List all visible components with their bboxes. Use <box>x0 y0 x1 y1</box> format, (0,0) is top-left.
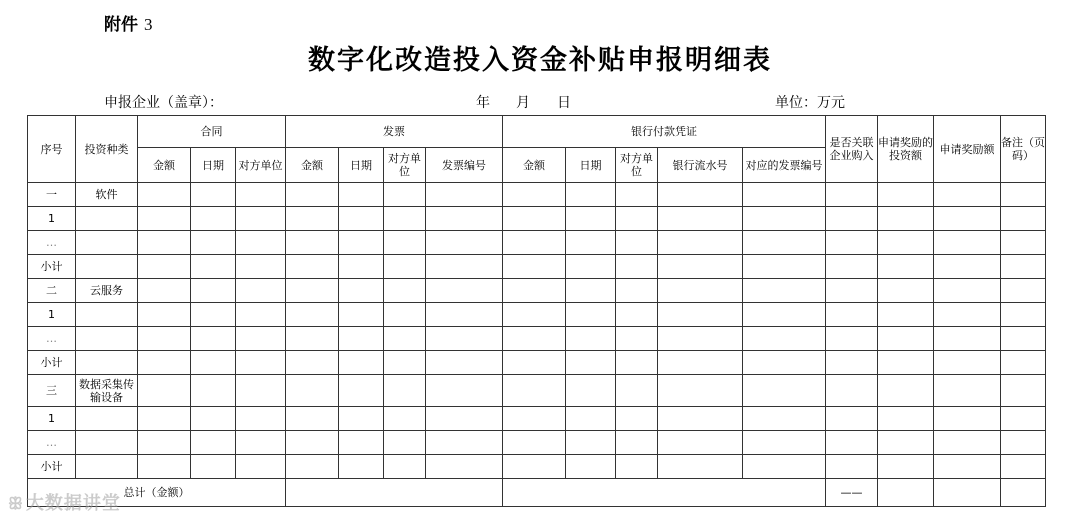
data-cell[interactable] <box>286 279 339 303</box>
data-cell[interactable] <box>743 207 826 231</box>
total-remark-cell[interactable] <box>1001 479 1046 507</box>
seq-cell: … <box>28 327 76 351</box>
data-cell[interactable] <box>1001 431 1046 455</box>
table-row <box>28 327 1046 351</box>
data-cell[interactable] <box>743 431 826 455</box>
data-cell[interactable] <box>1001 231 1046 255</box>
data-cell[interactable] <box>426 303 503 327</box>
table-row <box>28 207 1046 231</box>
data-cell[interactable] <box>426 351 503 375</box>
type-cell <box>76 455 138 479</box>
data-cell[interactable] <box>339 375 384 407</box>
data-cell[interactable] <box>934 327 1001 351</box>
subtotal-row <box>28 255 1046 279</box>
data-cell[interactable] <box>191 351 236 375</box>
data-cell[interactable] <box>743 279 826 303</box>
data-cell[interactable] <box>616 183 658 207</box>
data-cell[interactable] <box>138 183 191 207</box>
data-cell[interactable] <box>191 375 236 407</box>
type-cell <box>76 327 138 351</box>
data-cell[interactable] <box>236 327 286 351</box>
data-cell[interactable] <box>503 407 566 431</box>
data-cell[interactable] <box>743 183 826 207</box>
data-cell[interactable] <box>426 183 503 207</box>
data-cell[interactable] <box>566 207 616 231</box>
data-cell[interactable] <box>384 351 426 375</box>
type-cell <box>76 231 138 255</box>
header-invoice-date: 日期 <box>339 148 384 183</box>
header-contract-date: 日期 <box>191 148 236 183</box>
data-cell[interactable] <box>878 303 934 327</box>
data-cell[interactable] <box>138 351 191 375</box>
table-row <box>28 231 1046 255</box>
data-cell[interactable] <box>878 351 934 375</box>
data-cell[interactable] <box>426 375 503 407</box>
data-cell[interactable] <box>743 351 826 375</box>
data-cell[interactable] <box>566 231 616 255</box>
header-apply-invest: 申请奖励的投资额 <box>878 116 934 183</box>
data-cell[interactable] <box>286 375 339 407</box>
data-cell[interactable] <box>339 207 384 231</box>
data-cell[interactable] <box>339 431 384 455</box>
data-cell[interactable] <box>743 375 826 407</box>
data-cell[interactable] <box>503 455 566 479</box>
header-invest-type: 投资种类 <box>76 116 138 183</box>
data-cell[interactable] <box>503 351 566 375</box>
seq-cell: 1 <box>28 303 76 327</box>
data-cell[interactable] <box>566 327 616 351</box>
data-cell[interactable] <box>236 455 286 479</box>
data-cell[interactable] <box>426 207 503 231</box>
data-cell[interactable] <box>826 375 878 407</box>
seq-cell: 小计 <box>28 351 76 375</box>
data-cell[interactable] <box>138 207 191 231</box>
month-label: 月 <box>516 95 530 111</box>
data-cell[interactable] <box>339 255 384 279</box>
data-cell[interactable] <box>826 255 878 279</box>
data-cell[interactable] <box>934 255 1001 279</box>
data-cell[interactable] <box>658 303 743 327</box>
data-cell[interactable] <box>743 255 826 279</box>
data-cell[interactable] <box>236 279 286 303</box>
data-cell[interactable] <box>1001 407 1046 431</box>
data-cell[interactable] <box>286 183 339 207</box>
total-bank-cell[interactable] <box>503 479 826 507</box>
data-cell[interactable] <box>826 303 878 327</box>
data-cell[interactable] <box>566 431 616 455</box>
data-cell[interactable] <box>616 255 658 279</box>
seq-cell: 1 <box>28 207 76 231</box>
data-cell[interactable] <box>138 303 191 327</box>
data-cell[interactable] <box>1001 351 1046 375</box>
data-cell[interactable] <box>191 207 236 231</box>
data-cell[interactable] <box>236 231 286 255</box>
data-cell[interactable] <box>191 231 236 255</box>
data-cell[interactable] <box>384 255 426 279</box>
data-cell[interactable] <box>384 279 426 303</box>
seq-cell: 二 <box>28 279 76 303</box>
section-row <box>28 279 1046 303</box>
data-cell[interactable] <box>566 375 616 407</box>
data-cell[interactable] <box>426 231 503 255</box>
data-cell[interactable] <box>384 231 426 255</box>
data-cell[interactable] <box>566 455 616 479</box>
data-cell[interactable] <box>658 455 743 479</box>
data-cell[interactable] <box>339 455 384 479</box>
seq-cell: 一 <box>28 183 76 207</box>
header-bank-voucher: 银行付款凭证 <box>503 116 826 148</box>
data-cell[interactable] <box>503 231 566 255</box>
data-cell[interactable] <box>826 327 878 351</box>
data-cell[interactable] <box>934 231 1001 255</box>
type-cell: 数据采集传输设备 <box>76 375 138 407</box>
header-bank-serial: 银行流水号 <box>658 148 743 183</box>
data-cell[interactable] <box>616 407 658 431</box>
data-cell[interactable] <box>658 231 743 255</box>
type-cell <box>76 255 138 279</box>
data-cell[interactable] <box>878 431 934 455</box>
data-cell[interactable] <box>503 431 566 455</box>
data-cell[interactable] <box>191 183 236 207</box>
data-cell[interactable] <box>426 255 503 279</box>
data-cell[interactable] <box>878 407 934 431</box>
data-cell[interactable] <box>236 407 286 431</box>
header-bank-amount: 金额 <box>503 148 566 183</box>
data-cell[interactable] <box>934 351 1001 375</box>
seq-cell: … <box>28 231 76 255</box>
data-cell[interactable] <box>339 279 384 303</box>
data-cell[interactable] <box>426 455 503 479</box>
data-cell[interactable] <box>743 407 826 431</box>
data-cell[interactable] <box>286 431 339 455</box>
data-cell[interactable] <box>1001 375 1046 407</box>
data-cell[interactable] <box>616 303 658 327</box>
data-cell[interactable] <box>339 327 384 351</box>
report-table <box>27 115 1046 507</box>
data-cell[interactable] <box>286 407 339 431</box>
data-cell[interactable] <box>138 407 191 431</box>
seq-cell: 小计 <box>28 455 76 479</box>
data-cell[interactable] <box>566 279 616 303</box>
data-cell[interactable] <box>384 407 426 431</box>
data-cell[interactable] <box>826 279 878 303</box>
data-cell[interactable] <box>658 431 743 455</box>
data-cell[interactable] <box>658 327 743 351</box>
data-cell[interactable] <box>426 327 503 351</box>
data-cell[interactable] <box>616 431 658 455</box>
data-cell[interactable] <box>236 431 286 455</box>
data-cell[interactable] <box>384 303 426 327</box>
total-related-cell: —— <box>826 479 878 507</box>
seq-cell: 三 <box>28 375 76 407</box>
total-invoice-cell[interactable] <box>286 479 503 507</box>
total-row <box>28 479 1046 507</box>
data-cell[interactable] <box>743 455 826 479</box>
data-cell[interactable] <box>339 351 384 375</box>
header-contract: 合同 <box>138 116 286 148</box>
data-cell[interactable] <box>658 375 743 407</box>
section-row <box>28 375 1046 407</box>
data-cell[interactable] <box>658 183 743 207</box>
data-cell[interactable] <box>426 279 503 303</box>
data-cell[interactable] <box>286 255 339 279</box>
seq-cell: … <box>28 431 76 455</box>
data-cell[interactable] <box>138 231 191 255</box>
header-invoice-amount: 金额 <box>286 148 339 183</box>
data-cell[interactable] <box>384 327 426 351</box>
day-label: 日 <box>557 95 571 111</box>
data-cell[interactable] <box>934 207 1001 231</box>
data-cell[interactable] <box>503 375 566 407</box>
data-cell[interactable] <box>1001 207 1046 231</box>
data-cell[interactable] <box>1001 255 1046 279</box>
data-cell[interactable] <box>339 231 384 255</box>
data-cell[interactable] <box>934 279 1001 303</box>
attachment-text: 附件 <box>104 15 138 35</box>
data-cell[interactable] <box>191 279 236 303</box>
data-cell[interactable] <box>191 455 236 479</box>
header-seq: 序号 <box>28 116 76 183</box>
data-cell[interactable] <box>566 255 616 279</box>
data-cell[interactable] <box>566 303 616 327</box>
subtotal-row <box>28 351 1046 375</box>
data-cell[interactable] <box>138 279 191 303</box>
data-cell[interactable] <box>616 375 658 407</box>
data-cell[interactable] <box>934 183 1001 207</box>
data-cell[interactable] <box>286 455 339 479</box>
data-cell[interactable] <box>658 351 743 375</box>
data-cell[interactable] <box>339 303 384 327</box>
year-label: 年 <box>476 95 490 111</box>
data-cell[interactable] <box>826 455 878 479</box>
data-cell[interactable] <box>743 303 826 327</box>
data-cell[interactable] <box>384 455 426 479</box>
data-cell[interactable] <box>236 351 286 375</box>
data-cell[interactable] <box>826 351 878 375</box>
watermark-logo-icon: ꕥ <box>8 494 24 513</box>
table-row <box>28 407 1046 431</box>
data-cell[interactable] <box>286 303 339 327</box>
data-cell[interactable] <box>616 455 658 479</box>
data-cell[interactable] <box>339 407 384 431</box>
data-cell[interactable] <box>934 303 1001 327</box>
type-cell: 云服务 <box>76 279 138 303</box>
type-cell <box>76 431 138 455</box>
data-cell[interactable] <box>658 255 743 279</box>
data-cell[interactable] <box>1001 303 1046 327</box>
data-cell[interactable] <box>616 327 658 351</box>
data-cell[interactable] <box>236 375 286 407</box>
data-cell[interactable] <box>236 303 286 327</box>
type-cell <box>76 407 138 431</box>
header-remark: 备注（页码） <box>1001 116 1046 183</box>
type-cell <box>76 303 138 327</box>
header-related-invoice-number: 对应的发票编号 <box>743 148 826 183</box>
type-cell <box>76 207 138 231</box>
data-cell[interactable] <box>138 255 191 279</box>
data-cell[interactable] <box>426 431 503 455</box>
data-cell[interactable] <box>191 303 236 327</box>
data-cell[interactable] <box>503 255 566 279</box>
data-cell[interactable] <box>138 455 191 479</box>
data-cell[interactable] <box>743 327 826 351</box>
data-cell[interactable] <box>878 255 934 279</box>
attachment-label <box>104 10 153 35</box>
total-apply-reward-cell[interactable] <box>934 479 1001 507</box>
data-cell[interactable] <box>826 407 878 431</box>
header-contract-amount: 金额 <box>138 148 191 183</box>
data-cell[interactable] <box>878 279 934 303</box>
data-cell[interactable] <box>503 303 566 327</box>
data-cell[interactable] <box>934 455 1001 479</box>
data-cell[interactable] <box>826 207 878 231</box>
header-invoice-number: 发票编号 <box>426 148 503 183</box>
data-cell[interactable] <box>616 231 658 255</box>
data-cell[interactable] <box>934 375 1001 407</box>
data-cell[interactable] <box>1001 455 1046 479</box>
data-cell[interactable] <box>138 375 191 407</box>
data-cell[interactable] <box>826 231 878 255</box>
data-cell[interactable] <box>384 207 426 231</box>
data-cell[interactable] <box>878 327 934 351</box>
data-cell[interactable] <box>878 207 934 231</box>
type-cell <box>76 351 138 375</box>
data-cell[interactable] <box>384 375 426 407</box>
data-cell[interactable] <box>236 183 286 207</box>
data-cell[interactable] <box>1001 183 1046 207</box>
data-cell[interactable] <box>236 255 286 279</box>
company-label: 申报企业（盖章）： <box>104 95 223 111</box>
seq-cell: 1 <box>28 407 76 431</box>
data-cell[interactable] <box>878 455 934 479</box>
data-cell[interactable] <box>339 183 384 207</box>
seq-cell: 小计 <box>28 255 76 279</box>
data-cell[interactable] <box>503 183 566 207</box>
data-cell[interactable] <box>566 407 616 431</box>
header-contract-counterparty: 对方单位 <box>236 148 286 183</box>
watermark <box>8 489 121 515</box>
data-cell[interactable] <box>616 279 658 303</box>
data-cell[interactable] <box>658 407 743 431</box>
header-invoice-counterparty: 对方单位 <box>384 148 426 183</box>
data-cell[interactable] <box>934 431 1001 455</box>
header-bank-date: 日期 <box>566 148 616 183</box>
data-cell[interactable] <box>743 231 826 255</box>
total-label: 总计（金额） <box>28 479 286 507</box>
data-cell[interactable] <box>286 351 339 375</box>
data-cell[interactable] <box>503 207 566 231</box>
data-cell[interactable] <box>658 279 743 303</box>
data-cell[interactable] <box>503 327 566 351</box>
data-cell[interactable] <box>191 407 236 431</box>
data-cell[interactable] <box>934 407 1001 431</box>
data-cell[interactable] <box>878 183 934 207</box>
data-cell[interactable] <box>191 255 236 279</box>
attachment-number: 3 <box>144 15 153 34</box>
data-cell[interactable] <box>878 231 934 255</box>
data-cell[interactable] <box>616 207 658 231</box>
data-cell[interactable] <box>286 207 339 231</box>
data-cell[interactable] <box>286 327 339 351</box>
table-row <box>28 431 1046 455</box>
data-cell[interactable] <box>286 231 339 255</box>
data-cell[interactable] <box>236 207 286 231</box>
header-bank-counterparty: 对方单位 <box>616 148 658 183</box>
subtotal-row <box>28 455 1046 479</box>
table-row <box>28 303 1046 327</box>
data-cell[interactable] <box>566 183 616 207</box>
header-related-purchase: 是否关联企业购入 <box>826 116 878 183</box>
data-cell[interactable] <box>1001 279 1046 303</box>
header-apply-reward: 申请奖励额 <box>934 116 1001 183</box>
total-apply-invest-cell[interactable] <box>878 479 934 507</box>
data-cell[interactable] <box>426 407 503 431</box>
data-cell[interactable] <box>566 351 616 375</box>
data-cell[interactable] <box>503 279 566 303</box>
data-cell[interactable] <box>616 351 658 375</box>
type-cell: 软件 <box>76 183 138 207</box>
data-cell[interactable] <box>138 327 191 351</box>
data-cell[interactable] <box>138 431 191 455</box>
data-cell[interactable] <box>384 183 426 207</box>
data-cell[interactable] <box>878 375 934 407</box>
data-cell[interactable] <box>191 431 236 455</box>
data-cell[interactable] <box>658 207 743 231</box>
header-invoice: 发票 <box>286 116 503 148</box>
watermark-text: 大数据讲堂 <box>25 493 121 514</box>
data-cell[interactable] <box>826 431 878 455</box>
unit-label: 单位：万元 <box>775 95 845 111</box>
page-title: 数字化改造投入资金补贴申报明细表 <box>308 45 772 76</box>
data-cell[interactable] <box>826 183 878 207</box>
data-cell[interactable] <box>384 431 426 455</box>
section-row <box>28 183 1046 207</box>
data-cell[interactable] <box>191 327 236 351</box>
data-cell[interactable] <box>1001 327 1046 351</box>
